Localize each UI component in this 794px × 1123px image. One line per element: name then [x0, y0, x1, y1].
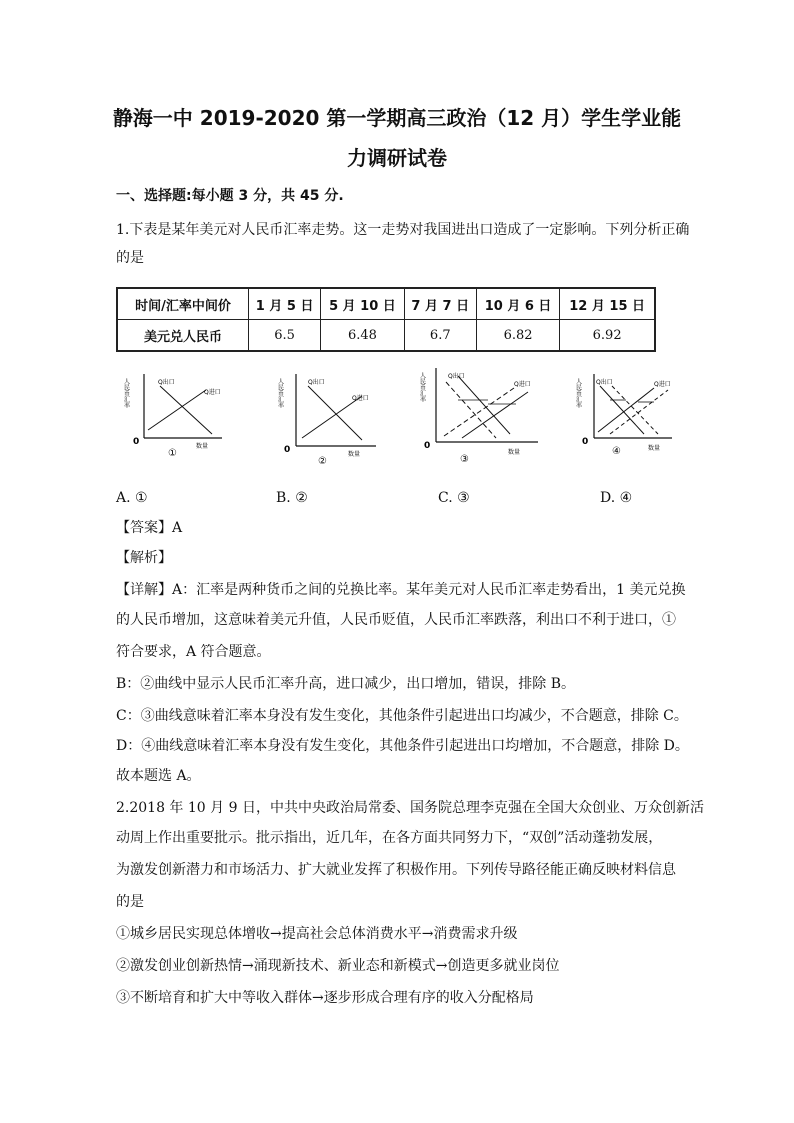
table-cell: 6.48 [321, 320, 404, 352]
q2-line: ②激发创业创新热情→涌现新技术、新业态和新模式→创造更多就业岗位 [116, 958, 560, 974]
exam-title-line2: 力调研试卷 [347, 146, 447, 170]
detail-line: B：②曲线中显示人民币汇率升高，进口减少，出口增加，错误，排除 B。 [116, 676, 576, 692]
graph-number: ② [318, 456, 327, 467]
graph-1 [124, 368, 234, 460]
detail-line: 符合要求，A 符合题意。 [116, 644, 271, 660]
exchange-rate-table [116, 287, 656, 352]
q1-stem-line1: 1.下表是某年美元对人民币汇率走势。这一走势对我国进出口造成了一定影响。下列分析正确 [116, 222, 690, 238]
exam-title-line1: 静海一中 2019-2020 第一学期高三政治（12 月）学生学业能 [112, 106, 682, 130]
graph-import-label: Q进口 [204, 389, 221, 396]
detail-line: 的人民币增加，这意味着美元升值，人民币贬值，人民币汇率跌落，利出口不利于进口，① [116, 612, 676, 628]
table-cell: 6.5 [249, 320, 321, 352]
detail-line: 【详解】A：汇率是两种货币之间的兑换比率。某年美元对人民币汇率走势看出，1 美元兑换 [116, 582, 686, 598]
q2-line: 2.2018 年 10 月 9 日，中共中央政治局常委、国务院总理李克强在全国大众创业、万众创新活 [116, 800, 704, 816]
graph-xlabel: 数量 [508, 449, 521, 456]
q1-stem-line2: 的是 [116, 250, 144, 266]
graph-4 [574, 368, 684, 460]
graph-origin: 0 [284, 445, 291, 455]
option-c[interactable]: C. ③ [438, 490, 470, 506]
q2-line: 为激发创新潜力和市场活力、扩大就业发挥了积极作用。下列传导路径能正确反映材料信息 [116, 862, 676, 878]
table-cell: 6.82 [476, 320, 559, 352]
graph-origin: 0 [582, 437, 589, 447]
graph-number: ① [168, 448, 177, 459]
graph-xlabel: 数量 [648, 445, 661, 452]
graph-xlabel: 数量 [196, 443, 209, 450]
q2-line: ①城乡居民实现总体增收→提高社会总体消费水平→消费需求升级 [116, 926, 518, 942]
answer-line: 【答案】A [116, 520, 183, 536]
graph-number: ④ [612, 446, 621, 457]
table-cell: 美元兑人民币 [117, 320, 249, 352]
graph-2 [278, 368, 388, 468]
graph-ylabel: 人民币汇率 [418, 372, 426, 402]
table-header-cell: 时间/汇率中间价 [117, 288, 249, 320]
table-header-cell: 7 月 7 日 [404, 288, 476, 320]
graph-export-label: Q出口 [308, 379, 325, 386]
table-header-cell: 1 月 5 日 [249, 288, 321, 320]
table-header-cell: 5 月 10 日 [321, 288, 404, 320]
graph-origin: 0 [424, 441, 431, 451]
q2-line: 的是 [116, 894, 144, 910]
analysis-heading: 【解析】 [116, 550, 172, 566]
table-header-cell: 12 月 15 日 [560, 288, 655, 320]
graph-import-label: Q进口 [352, 395, 369, 402]
detail-line: D：④曲线意味着汇率本身没有发生变化，其他条件引起进出口均增加，不合题意，排除 D。 [116, 738, 689, 754]
graph-export-label: Q出口 [158, 379, 175, 386]
graph-number: ③ [460, 454, 469, 465]
graph-export-label: Q出口 [596, 379, 613, 386]
graph-ylabel: 人民币汇率 [574, 378, 582, 408]
option-b[interactable]: B. ② [276, 490, 308, 506]
graph-xlabel: 数量 [348, 451, 361, 458]
table-cell: 6.92 [560, 320, 655, 352]
option-a[interactable]: A. ① [116, 490, 148, 506]
graph-ylabel: 人民币汇率 [276, 378, 284, 408]
table-header-cell: 10 月 6 日 [476, 288, 559, 320]
table-header-row [117, 288, 655, 320]
graph-ylabel: 人民币汇率 [122, 378, 130, 408]
detail-line: 故本题选 A。 [116, 768, 201, 784]
section-heading: 一、选择题:每小题 3 分，共 45 分. [116, 188, 344, 204]
table-row [117, 320, 655, 352]
graph-export-label: Q出口 [448, 373, 465, 380]
graph-import-label: Q进口 [514, 381, 531, 388]
q2-line: ③不断培育和扩大中等收入群体→逐步形成合理有序的收入分配格局 [116, 990, 534, 1006]
table-cell: 6.7 [404, 320, 476, 352]
option-d[interactable]: D. ④ [600, 490, 633, 506]
graph-origin: 0 [133, 437, 140, 447]
graph-import-label: Q进口 [654, 381, 671, 388]
detail-line: C：③曲线意味着汇率本身没有发生变化，其他条件引起进出口均减少，不合题意，排除 C。 [116, 708, 688, 724]
graph-3 [418, 364, 548, 464]
q2-line: 动周上作出重要批示。批示指出，近几年，在各方面共同努力下，“双创”活动蓬勃发展， [116, 830, 663, 846]
